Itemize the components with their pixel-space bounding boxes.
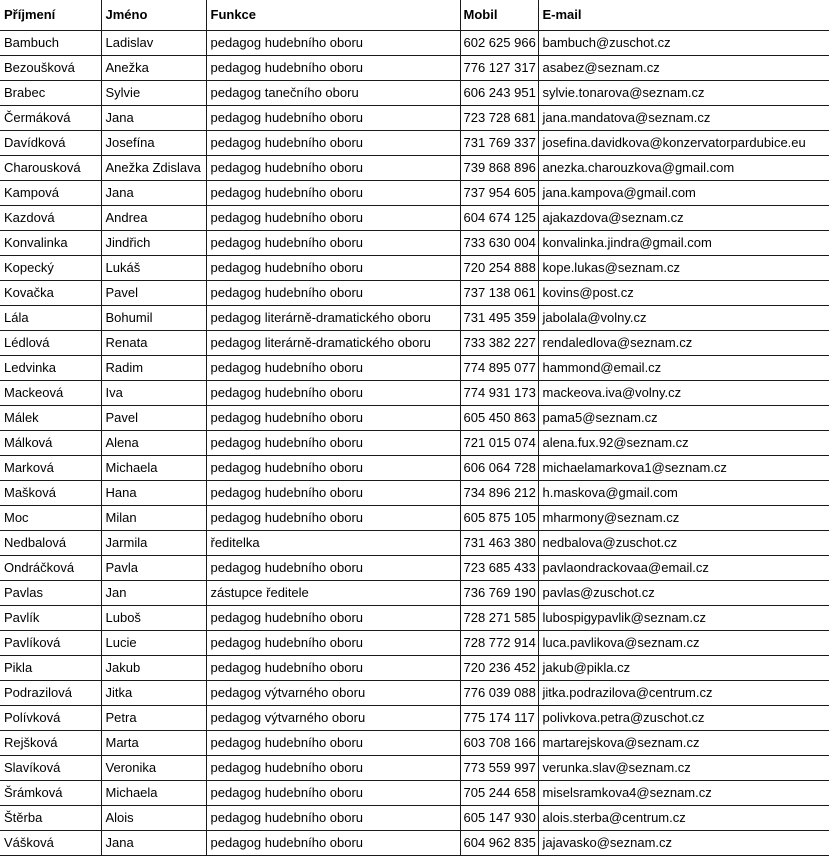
- cell-first-name[interactable]: Alena: [101, 431, 206, 456]
- cell-surname[interactable]: Málková: [0, 431, 101, 456]
- cell-first-name[interactable]: Jindřich: [101, 231, 206, 256]
- cell-email[interactable]: jabolala@volny.cz: [538, 306, 829, 331]
- cell-mobile[interactable]: 739 868 896: [460, 156, 538, 181]
- cell-mobile[interactable]: 776 127 317: [460, 56, 538, 81]
- cell-email[interactable]: kovins@post.cz: [538, 281, 829, 306]
- cell-email[interactable]: jakub@pikla.cz: [538, 656, 829, 681]
- cell-function[interactable]: pedagog hudebního oboru: [206, 356, 460, 381]
- cell-function[interactable]: pedagog hudebního oboru: [206, 256, 460, 281]
- cell-mobile[interactable]: 731 769 337: [460, 131, 538, 156]
- cell-first-name[interactable]: Anežka Zdislava: [101, 156, 206, 181]
- cell-first-name[interactable]: Alois: [101, 806, 206, 831]
- cell-email[interactable]: jitka.podrazilova@centrum.cz: [538, 681, 829, 706]
- cell-email[interactable]: kope.lukas@seznam.cz: [538, 256, 829, 281]
- cell-mobile[interactable]: 736 769 190: [460, 581, 538, 606]
- cell-surname[interactable]: Ledvinka: [0, 356, 101, 381]
- cell-surname[interactable]: Mackeová: [0, 381, 101, 406]
- table-row: [0, 281, 829, 306]
- cell-function[interactable]: pedagog hudebního oboru: [206, 656, 460, 681]
- table-row: [0, 31, 829, 56]
- cell-email[interactable]: asabez@seznam.cz: [538, 56, 829, 81]
- cell-email[interactable]: alois.sterba@centrum.cz: [538, 806, 829, 831]
- table-body: [0, 31, 829, 856]
- cell-function[interactable]: pedagog literárně-dramatického oboru: [206, 306, 460, 331]
- cell-first-name[interactable]: Michaela: [101, 456, 206, 481]
- cell-email[interactable]: rendaledlova@seznam.cz: [538, 331, 829, 356]
- cell-surname[interactable]: Kazdová: [0, 206, 101, 231]
- cell-function[interactable]: pedagog hudebního oboru: [206, 631, 460, 656]
- cell-surname[interactable]: Pavlíková: [0, 631, 101, 656]
- table-row: [0, 356, 829, 381]
- table-row: [0, 306, 829, 331]
- cell-email[interactable]: miselsramkova4@seznam.cz: [538, 781, 829, 806]
- header-email[interactable]: E-mail: [538, 0, 829, 31]
- cell-first-name[interactable]: Jarmila: [101, 531, 206, 556]
- cell-function[interactable]: pedagog hudebního oboru: [206, 406, 460, 431]
- cell-mobile[interactable]: 723 728 681: [460, 106, 538, 131]
- header-function[interactable]: Funkce: [206, 0, 460, 31]
- cell-surname[interactable]: Slavíková: [0, 756, 101, 781]
- header-row: [0, 0, 829, 31]
- cell-mobile[interactable]: 731 463 380: [460, 531, 538, 556]
- cell-email[interactable]: josefina.davidkova@konzervatorpardubice.eu: [538, 131, 829, 156]
- cell-first-name[interactable]: Andrea: [101, 206, 206, 231]
- cell-function[interactable]: pedagog hudebního oboru: [206, 481, 460, 506]
- cell-first-name[interactable]: Lukáš: [101, 256, 206, 281]
- cell-function[interactable]: pedagog hudebního oboru: [206, 131, 460, 156]
- cell-mobile[interactable]: 605 147 930: [460, 806, 538, 831]
- cell-first-name[interactable]: Pavla: [101, 556, 206, 581]
- cell-email[interactable]: pama5@seznam.cz: [538, 406, 829, 431]
- cell-surname[interactable]: Šrámková: [0, 781, 101, 806]
- table-row: [0, 231, 829, 256]
- table-row: [0, 706, 829, 731]
- cell-email[interactable]: jajavasko@seznam.cz: [538, 831, 829, 856]
- cell-surname[interactable]: Kampová: [0, 181, 101, 206]
- cell-first-name[interactable]: Milan: [101, 506, 206, 531]
- cell-surname[interactable]: Kopecký: [0, 256, 101, 281]
- cell-first-name[interactable]: Anežka: [101, 56, 206, 81]
- cell-first-name[interactable]: Lucie: [101, 631, 206, 656]
- table-row: [0, 331, 829, 356]
- cell-function[interactable]: pedagog hudebního oboru: [206, 56, 460, 81]
- cell-email[interactable]: alena.fux.92@seznam.cz: [538, 431, 829, 456]
- table-row: [0, 806, 829, 831]
- table-row: [0, 406, 829, 431]
- cell-surname[interactable]: Ondráčková: [0, 556, 101, 581]
- cell-surname[interactable]: Nedbalová: [0, 531, 101, 556]
- cell-email[interactable]: jana.kampova@gmail.com: [538, 181, 829, 206]
- cell-mobile[interactable]: 606 064 728: [460, 456, 538, 481]
- table-row: [0, 131, 829, 156]
- cell-mobile[interactable]: 604 962 835: [460, 831, 538, 856]
- table-row: [0, 606, 829, 631]
- table-row: [0, 681, 829, 706]
- cell-mobile[interactable]: 606 243 951: [460, 81, 538, 106]
- cell-mobile[interactable]: 604 674 125: [460, 206, 538, 231]
- cell-function[interactable]: pedagog hudebního oboru: [206, 831, 460, 856]
- cell-email[interactable]: ajakazdova@seznam.cz: [538, 206, 829, 231]
- cell-email[interactable]: martarejskova@seznam.cz: [538, 731, 829, 756]
- header-surname[interactable]: Příjmení: [0, 0, 101, 31]
- cell-email[interactable]: pavlaondrackovaa@email.cz: [538, 556, 829, 581]
- cell-first-name[interactable]: Jitka: [101, 681, 206, 706]
- cell-mobile[interactable]: 737 138 061: [460, 281, 538, 306]
- cell-mobile[interactable]: 773 559 997: [460, 756, 538, 781]
- cell-mobile[interactable]: 776 039 088: [460, 681, 538, 706]
- cell-function[interactable]: pedagog výtvarného oboru: [206, 681, 460, 706]
- cell-surname[interactable]: Lála: [0, 306, 101, 331]
- cell-surname[interactable]: Konvalinka: [0, 231, 101, 256]
- cell-function[interactable]: pedagog hudebního oboru: [206, 281, 460, 306]
- cell-function[interactable]: pedagog literárně-dramatického oboru: [206, 331, 460, 356]
- cell-first-name[interactable]: Ladislav: [101, 31, 206, 56]
- cell-email[interactable]: anezka.charouzkova@gmail.com: [538, 156, 829, 181]
- header-first-name[interactable]: Jméno: [101, 0, 206, 31]
- cell-email[interactable]: bambuch@zuschot.cz: [538, 31, 829, 56]
- cell-surname[interactable]: Mašková: [0, 481, 101, 506]
- table-row: [0, 381, 829, 406]
- cell-mobile[interactable]: 720 254 888: [460, 256, 538, 281]
- cell-email[interactable]: pavlas@zuschot.cz: [538, 581, 829, 606]
- cell-mobile[interactable]: 731 495 359: [460, 306, 538, 331]
- table-row: [0, 456, 829, 481]
- cell-first-name[interactable]: Jana: [101, 106, 206, 131]
- cell-mobile[interactable]: 603 708 166: [460, 731, 538, 756]
- cell-function[interactable]: pedagog hudebního oboru: [206, 456, 460, 481]
- cell-function[interactable]: pedagog hudebního oboru: [206, 231, 460, 256]
- cell-surname[interactable]: Marková: [0, 456, 101, 481]
- cell-email[interactable]: luca.pavlikova@seznam.cz: [538, 631, 829, 656]
- cell-function[interactable]: pedagog hudebního oboru: [206, 756, 460, 781]
- cell-function[interactable]: pedagog hudebního oboru: [206, 806, 460, 831]
- cell-function[interactable]: pedagog hudebního oboru: [206, 606, 460, 631]
- cell-function[interactable]: pedagog hudebního oboru: [206, 781, 460, 806]
- cell-email[interactable]: verunka.slav@seznam.cz: [538, 756, 829, 781]
- table-row: [0, 731, 829, 756]
- cell-first-name[interactable]: Iva: [101, 381, 206, 406]
- cell-function[interactable]: pedagog hudebního oboru: [206, 156, 460, 181]
- cell-surname[interactable]: Charousková: [0, 156, 101, 181]
- cell-function[interactable]: pedagog hudebního oboru: [206, 431, 460, 456]
- table-row: [0, 431, 829, 456]
- cell-email[interactable]: jana.mandatova@seznam.cz: [538, 106, 829, 131]
- table-row: [0, 106, 829, 131]
- cell-surname[interactable]: Čermáková: [0, 106, 101, 131]
- cell-first-name[interactable]: Sylvie: [101, 81, 206, 106]
- cell-surname[interactable]: Pavlas: [0, 581, 101, 606]
- table-row: [0, 256, 829, 281]
- cell-surname[interactable]: Polívková: [0, 706, 101, 731]
- cell-surname[interactable]: Podrazilová: [0, 681, 101, 706]
- cell-email[interactable]: polivkova.petra@zuschot.cz: [538, 706, 829, 731]
- cell-mobile[interactable]: 774 931 173: [460, 381, 538, 406]
- cell-mobile[interactable]: 734 896 212: [460, 481, 538, 506]
- cell-function[interactable]: pedagog hudebního oboru: [206, 506, 460, 531]
- cell-mobile[interactable]: 723 685 433: [460, 556, 538, 581]
- table-row: [0, 481, 829, 506]
- cell-mobile[interactable]: 721 015 074: [460, 431, 538, 456]
- header-mobile[interactable]: Mobil: [460, 0, 538, 31]
- cell-first-name[interactable]: Pavel: [101, 281, 206, 306]
- cell-first-name[interactable]: Pavel: [101, 406, 206, 431]
- cell-surname[interactable]: Lédlová: [0, 331, 101, 356]
- cell-mobile[interactable]: 720 236 452: [460, 656, 538, 681]
- cell-surname[interactable]: Brabec: [0, 81, 101, 106]
- cell-function[interactable]: pedagog výtvarného oboru: [206, 706, 460, 731]
- table-row: [0, 581, 829, 606]
- cell-email[interactable]: michaelamarkova1@seznam.cz: [538, 456, 829, 481]
- cell-mobile[interactable]: 774 895 077: [460, 356, 538, 381]
- table-row: [0, 556, 829, 581]
- cell-surname[interactable]: Kovačka: [0, 281, 101, 306]
- cell-email[interactable]: h.maskova@gmail.com: [538, 481, 829, 506]
- cell-surname[interactable]: Pavlík: [0, 606, 101, 631]
- cell-function[interactable]: pedagog hudebního oboru: [206, 106, 460, 131]
- cell-surname[interactable]: Bezoušková: [0, 56, 101, 81]
- table-row: [0, 81, 829, 106]
- cell-email[interactable]: sylvie.tonarova@seznam.cz: [538, 81, 829, 106]
- cell-function[interactable]: pedagog tanečního oboru: [206, 81, 460, 106]
- cell-first-name[interactable]: Jana: [101, 181, 206, 206]
- cell-mobile[interactable]: 733 382 227: [460, 331, 538, 356]
- cell-surname[interactable]: Málek: [0, 406, 101, 431]
- cell-surname[interactable]: Rejšková: [0, 731, 101, 756]
- table-row: [0, 631, 829, 656]
- cell-first-name[interactable]: Renata: [101, 331, 206, 356]
- cell-first-name[interactable]: Petra: [101, 706, 206, 731]
- cell-surname[interactable]: Moc: [0, 506, 101, 531]
- table-row: [0, 206, 829, 231]
- cell-first-name[interactable]: Marta: [101, 731, 206, 756]
- cell-surname[interactable]: Davídková: [0, 131, 101, 156]
- cell-first-name[interactable]: Bohumil: [101, 306, 206, 331]
- cell-mobile[interactable]: 733 630 004: [460, 231, 538, 256]
- table-row: [0, 56, 829, 81]
- cell-first-name[interactable]: Michaela: [101, 781, 206, 806]
- cell-email[interactable]: hammond@email.cz: [538, 356, 829, 381]
- table-row: [0, 531, 829, 556]
- table-row: [0, 756, 829, 781]
- cell-surname[interactable]: Bambuch: [0, 31, 101, 56]
- cell-first-name[interactable]: Hana: [101, 481, 206, 506]
- cell-first-name[interactable]: Jakub: [101, 656, 206, 681]
- cell-first-name[interactable]: Veronika: [101, 756, 206, 781]
- cell-surname[interactable]: Vášková: [0, 831, 101, 856]
- cell-first-name[interactable]: Jana: [101, 831, 206, 856]
- cell-email[interactable]: mharmony@seznam.cz: [538, 506, 829, 531]
- cell-mobile[interactable]: 728 772 914: [460, 631, 538, 656]
- cell-mobile[interactable]: 728 271 585: [460, 606, 538, 631]
- cell-function[interactable]: pedagog hudebního oboru: [206, 206, 460, 231]
- table-row: [0, 656, 829, 681]
- cell-mobile[interactable]: 605 450 863: [460, 406, 538, 431]
- cell-mobile[interactable]: 737 954 605: [460, 181, 538, 206]
- cell-function[interactable]: ředitelka: [206, 531, 460, 556]
- table-row: [0, 506, 829, 531]
- table-row: [0, 181, 829, 206]
- cell-mobile[interactable]: 605 875 105: [460, 506, 538, 531]
- cell-function[interactable]: pedagog hudebního oboru: [206, 381, 460, 406]
- cell-mobile[interactable]: 705 244 658: [460, 781, 538, 806]
- cell-surname[interactable]: Štěrba: [0, 806, 101, 831]
- cell-first-name[interactable]: Jan: [101, 581, 206, 606]
- cell-first-name[interactable]: Josefína: [101, 131, 206, 156]
- cell-email[interactable]: mackeova.iva@volny.cz: [538, 381, 829, 406]
- cell-email[interactable]: nedbalova@zuschot.cz: [538, 531, 829, 556]
- cell-email[interactable]: lubospigypavlik@seznam.cz: [538, 606, 829, 631]
- cell-email[interactable]: konvalinka.jindra@gmail.com: [538, 231, 829, 256]
- cell-function[interactable]: pedagog hudebního oboru: [206, 556, 460, 581]
- cell-function[interactable]: pedagog hudebního oboru: [206, 181, 460, 206]
- cell-function[interactable]: zástupce ředitele: [206, 581, 460, 606]
- cell-mobile[interactable]: 775 174 117: [460, 706, 538, 731]
- table-row: [0, 156, 829, 181]
- cell-function[interactable]: pedagog hudebního oboru: [206, 31, 460, 56]
- cell-function[interactable]: pedagog hudebního oboru: [206, 731, 460, 756]
- table-row: [0, 781, 829, 806]
- cell-first-name[interactable]: Luboš: [101, 606, 206, 631]
- cell-mobile[interactable]: 602 625 966: [460, 31, 538, 56]
- cell-first-name[interactable]: Radim: [101, 356, 206, 381]
- cell-surname[interactable]: Pikla: [0, 656, 101, 681]
